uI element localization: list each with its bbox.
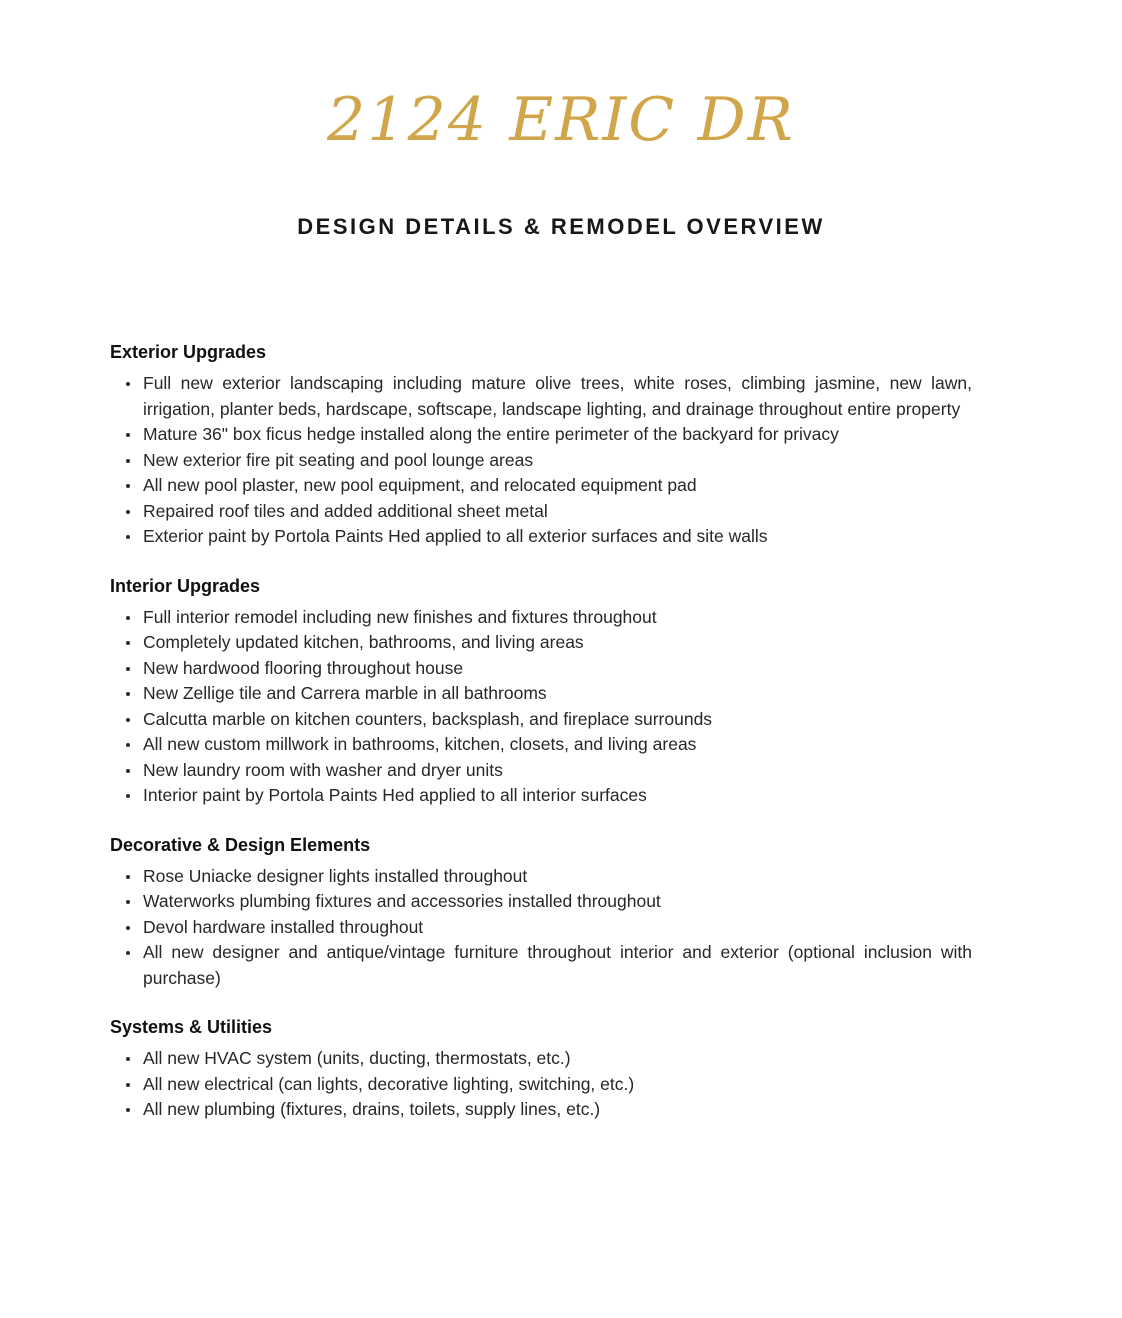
section-heading: Decorative & Design Elements xyxy=(110,834,371,855)
bullet-item: All new pool plaster, new pool equipment, and relocated equipment pad xyxy=(110,473,972,499)
bullet-item: All new custom millwork in bathrooms, kitchen, closets, and living areas xyxy=(110,732,972,758)
bullet-item: Full new exterior landscaping including mature olive trees, white roses, climbing jasmine, new lawn, irrigation, planter beds, hardscape, softscape, landscape lighting, and drainage throughout entire property xyxy=(110,371,972,422)
bullet-item: All new electrical (can lights, decorative lighting, switching, etc.) xyxy=(110,1072,972,1098)
bullet-item: Devol hardware installed throughout xyxy=(110,915,972,941)
document-header xyxy=(0,0,1122,238)
bullet-item: Full interior remodel including new finishes and fixtures throughout xyxy=(110,605,972,631)
bullet-list xyxy=(110,371,972,550)
bullet-item: Mature 36" box ficus hedge installed along the entire perimeter of the backyard for privacy xyxy=(110,422,972,448)
document-subtitle: DESIGN DETAILS & REMODEL OVERVIEW xyxy=(297,214,825,239)
section-exterior-upgrades xyxy=(110,340,972,550)
section-heading: Interior Upgrades xyxy=(110,575,261,596)
bullet-item: Completely updated kitchen, bathrooms, and living areas xyxy=(110,630,972,656)
bullet-item: All new plumbing (fixtures, drains, toilets, supply lines, etc.) xyxy=(110,1097,972,1123)
bullet-item: Calcutta marble on kitchen counters, backsplash, and fireplace surrounds xyxy=(110,707,972,733)
bullet-list xyxy=(110,1046,972,1123)
section-systems-utilities xyxy=(110,1015,972,1123)
bullet-list xyxy=(110,864,972,992)
bullet-item: Exterior paint by Portola Paints Hed applied to all exterior surfaces and site walls xyxy=(110,524,972,550)
bullet-item: Interior paint by Portola Paints Hed applied to all interior surfaces xyxy=(110,783,972,809)
section-heading: Systems & Utilities xyxy=(110,1017,273,1037)
section-heading: Exterior Upgrades xyxy=(110,342,267,362)
bullet-item: New Zellige tile and Carrera marble in all bathrooms xyxy=(110,681,972,707)
property-title: 2124 ERIC DR xyxy=(327,85,795,155)
bullet-item: All new designer and antique/vintage furniture throughout interior and exterior (optional inclusion with purchase) xyxy=(110,940,972,991)
bullet-item: All new HVAC system (units, ducting, thermostats, etc.) xyxy=(110,1046,972,1072)
bullet-item: New laundry room with washer and dryer units xyxy=(110,758,972,784)
bullet-item: Rose Uniacke designer lights installed throughout xyxy=(110,864,972,890)
bullet-item: New hardwood flooring throughout house xyxy=(110,656,972,682)
bullet-list xyxy=(110,605,972,809)
section-decorative-design-elements xyxy=(110,833,972,992)
bullet-item: New exterior fire pit seating and pool lounge areas xyxy=(110,448,972,474)
section-interior-upgrades xyxy=(110,574,972,809)
bullet-item: Waterworks plumbing fixtures and accessories installed throughout xyxy=(110,889,972,915)
bullet-item: Repaired roof tiles and added additional sheet metal xyxy=(110,499,972,525)
document-body xyxy=(110,238,972,1123)
